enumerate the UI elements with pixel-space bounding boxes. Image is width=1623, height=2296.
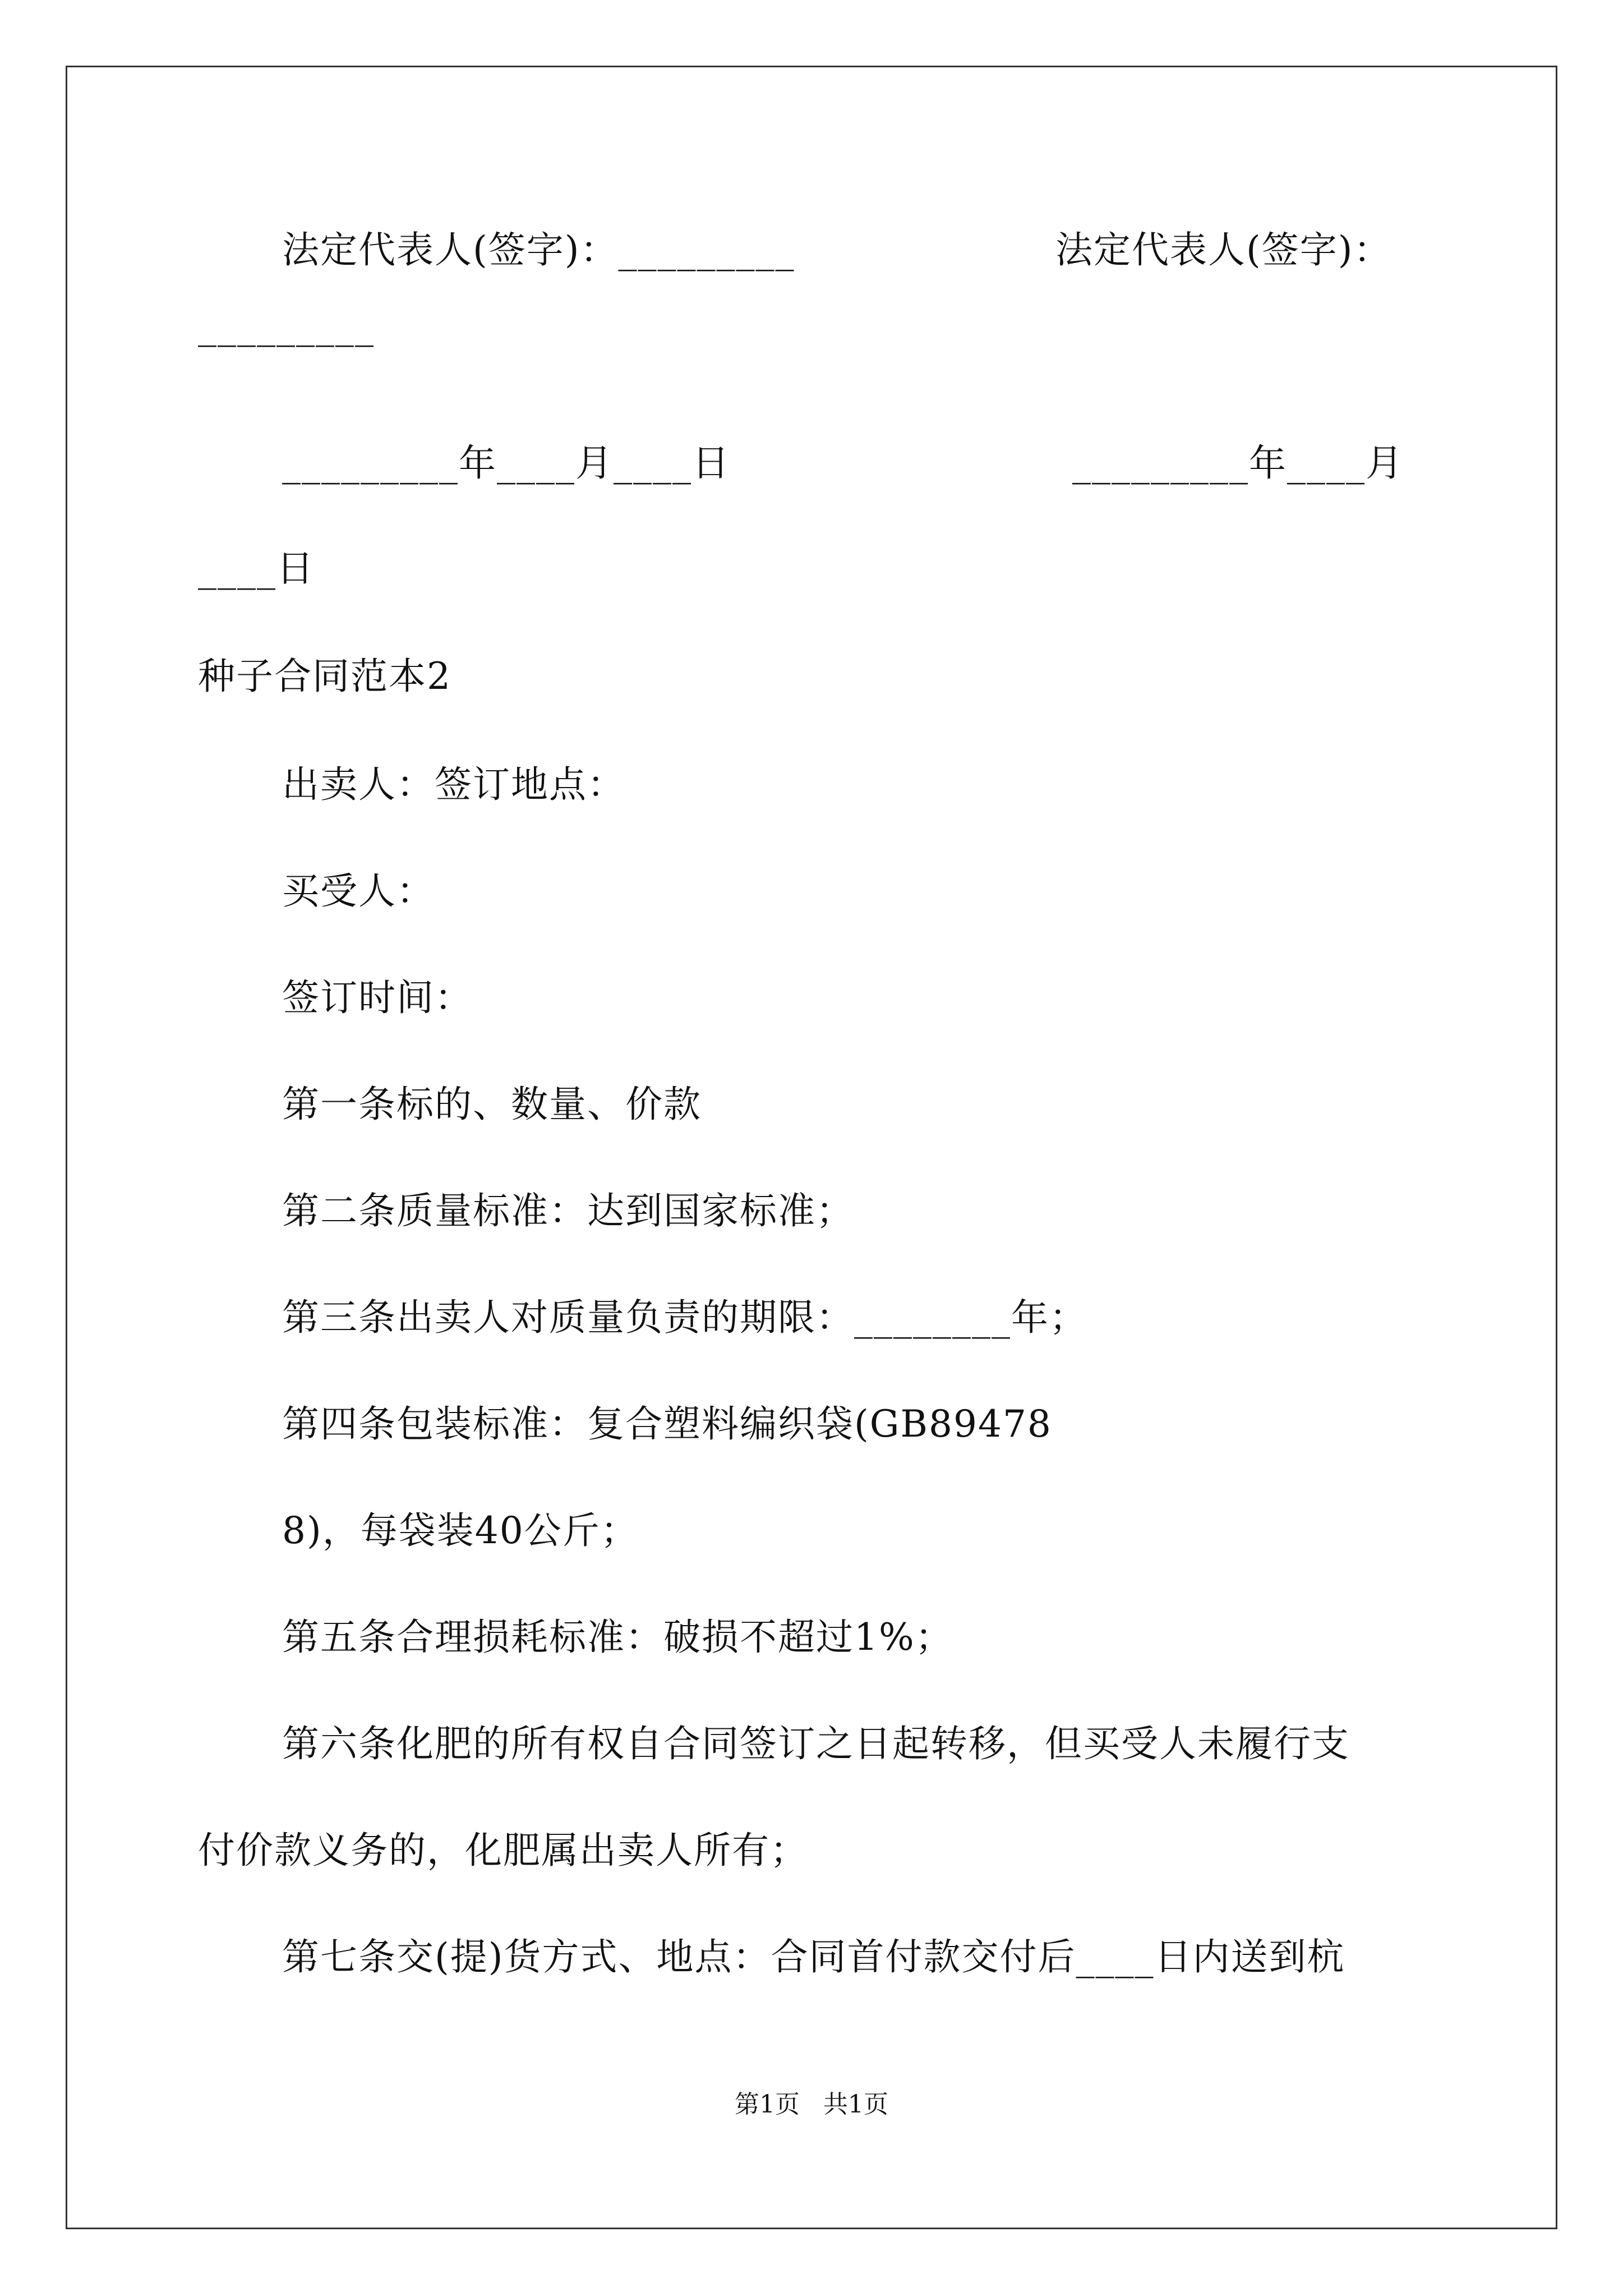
date-line-day-continued: ____日 — [198, 547, 315, 590]
clause-1: 第一条标的、数量、价款 — [282, 1083, 702, 1126]
page-border — [66, 66, 1557, 2229]
clause-2: 第二条质量标准：达到国家标准； — [282, 1189, 854, 1232]
clause-5: 第五条合理损耗标准：破损不超过1%； — [282, 1616, 953, 1659]
legal-rep-signature-left: 法定代表人(签字)：_________ — [282, 228, 795, 272]
legal-rep-signature-right: 法定代表人(签字)： — [1055, 228, 1392, 272]
clause-4-continued: 8)，每袋装40公斤； — [282, 1509, 639, 1552]
paragraph-seller: 出卖人：签订地点： — [282, 763, 625, 806]
paragraph-sign-time: 签订时间： — [282, 976, 473, 1019]
signature-blank-continued: _________ — [198, 304, 375, 347]
section-title: 种子合同范本2 — [198, 655, 451, 698]
paragraph-buyer: 买受人： — [282, 869, 435, 913]
clause-3: 第三条出卖人对质量负责的期限：________年； — [282, 1296, 1087, 1339]
clause-7: 第七条交(提)货方式、地点：合同首付款交付后____日内送到杭 — [282, 1935, 1345, 1978]
date-line-left: _________年____月____日 — [282, 441, 730, 485]
clause-6: 第六条化肥的所有权自合同签订之日起转移，但买受人未履行支 — [282, 1722, 1350, 1765]
clause-4: 第四条包装标准：复合塑料编织袋(GB89478 — [282, 1402, 1052, 1446]
date-line-right: _________年____月 — [1072, 441, 1404, 485]
clause-6-continued: 付价款义务的，化肥属出卖人所有； — [198, 1829, 808, 1872]
page-number-footer: 第1页 共1页 — [735, 2090, 888, 2119]
